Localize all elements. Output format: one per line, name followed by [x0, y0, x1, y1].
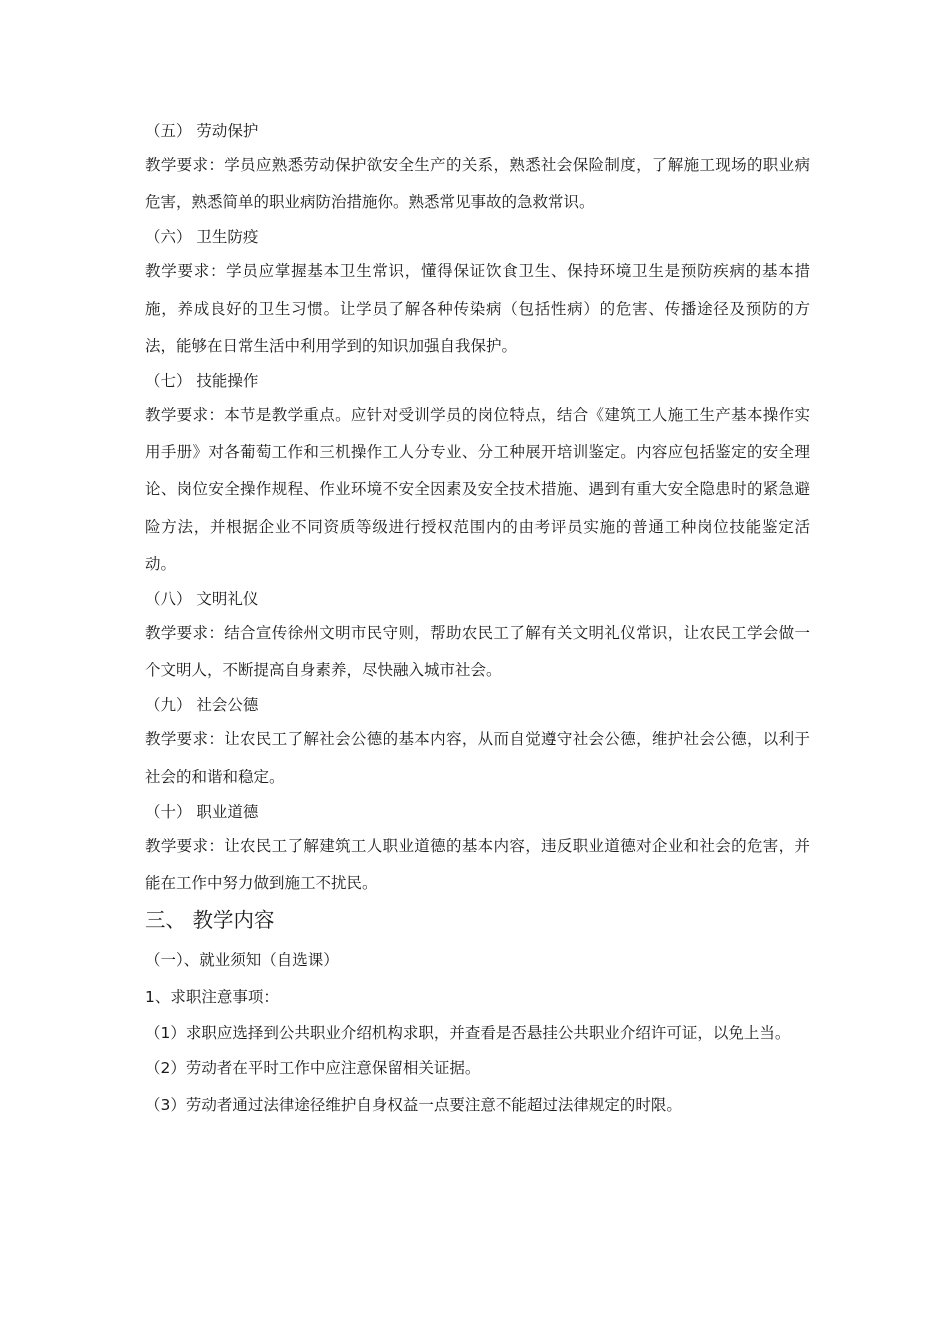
list-item: （1）求职应选择到公共职业介绍机构求职，并查看是否悬挂公共职业介绍许可证，以免上当。 [145, 1024, 791, 1043]
section-heading: （九） 社会公德 [145, 696, 259, 715]
part-subheading: （一）、就业须知（自选课） [145, 951, 339, 970]
section-heading: （十） 职业道德 [145, 802, 259, 821]
section-heading: （七） 技能操作 [145, 372, 259, 391]
part-title: 三、 教学内容 [145, 908, 275, 933]
section-civility [145, 588, 810, 689]
list-item: （3）劳动者通过法律途径维护自身权益一点要注意不能超过法律规定的时限。 [145, 1095, 682, 1114]
document-content [145, 120, 810, 1130]
section-body: 教学要求：学员应掌握基本卫生常识，懂得保证饮食卫生、保持环境卫生是预防疾病的基本措施，养成良好的卫生习惯。让学员了解各种传染病（包括性病）的危害、传播途径及预防的方法，能够在日常生活中利用学到的知识加强自我保护。 [145, 262, 810, 355]
section-labor-protection [145, 120, 810, 221]
section-professional-ethics [145, 801, 810, 902]
section-social-morality [145, 694, 810, 795]
section-body: 教学要求：学员应熟悉劳动保护欲安全生产的关系，熟悉社会保险制度，了解施工现场的职业病危害，熟悉简单的职业病防治措施你。熟悉常见事故的急救常识。 [145, 156, 810, 212]
section-body: 教学要求：让农民工了解社会公德的基本内容，从而自觉遵守社会公德，维护社会公德，以利于社会的和谐和稳定。 [145, 730, 810, 786]
item-title: 1、求职注意事项： [145, 987, 279, 1006]
section-skill-operation [145, 370, 810, 583]
section-body: 教学要求：结合宣传徐州文明市民守则，帮助农民工了解有关文明礼仪常识，让农民工学会做一个文明人，不断提高自身素养，尽快融入城市社会。 [145, 624, 810, 680]
list-item: （2）劳动者在平时工作中应注意保留相关证据。 [145, 1059, 481, 1078]
part-three [145, 905, 810, 1116]
section-heading: （五） 劳动保护 [145, 122, 259, 140]
section-body: 教学要求：本节是教学重点。应针对受训学员的岗位特点，结合《建筑工人施工生产基本操作实用手册》对各葡萄工作和三机操作工人分专业、分工种展开培训鉴定。内容应包括鉴定的安全理论、岗位安全操作规程、作业环境不安全因素及安全技术措施、遇到有重大安全隐患时的紧急避险方法，并根据企业不同资质等级进行授权范围内的由考评员实施的普通工种岗位技能鉴定活动。 [145, 406, 810, 573]
section-health-epidemic [145, 226, 810, 365]
section-heading: （八） 文明礼仪 [145, 590, 259, 609]
section-body: 教学要求：让农民工了解建筑工人职业道德的基本内容，违反职业道德对企业和社会的危害，并能在工作中努力做到施工不扰民。 [145, 836, 810, 893]
section-heading: （六） 卫生防疫 [145, 228, 259, 247]
